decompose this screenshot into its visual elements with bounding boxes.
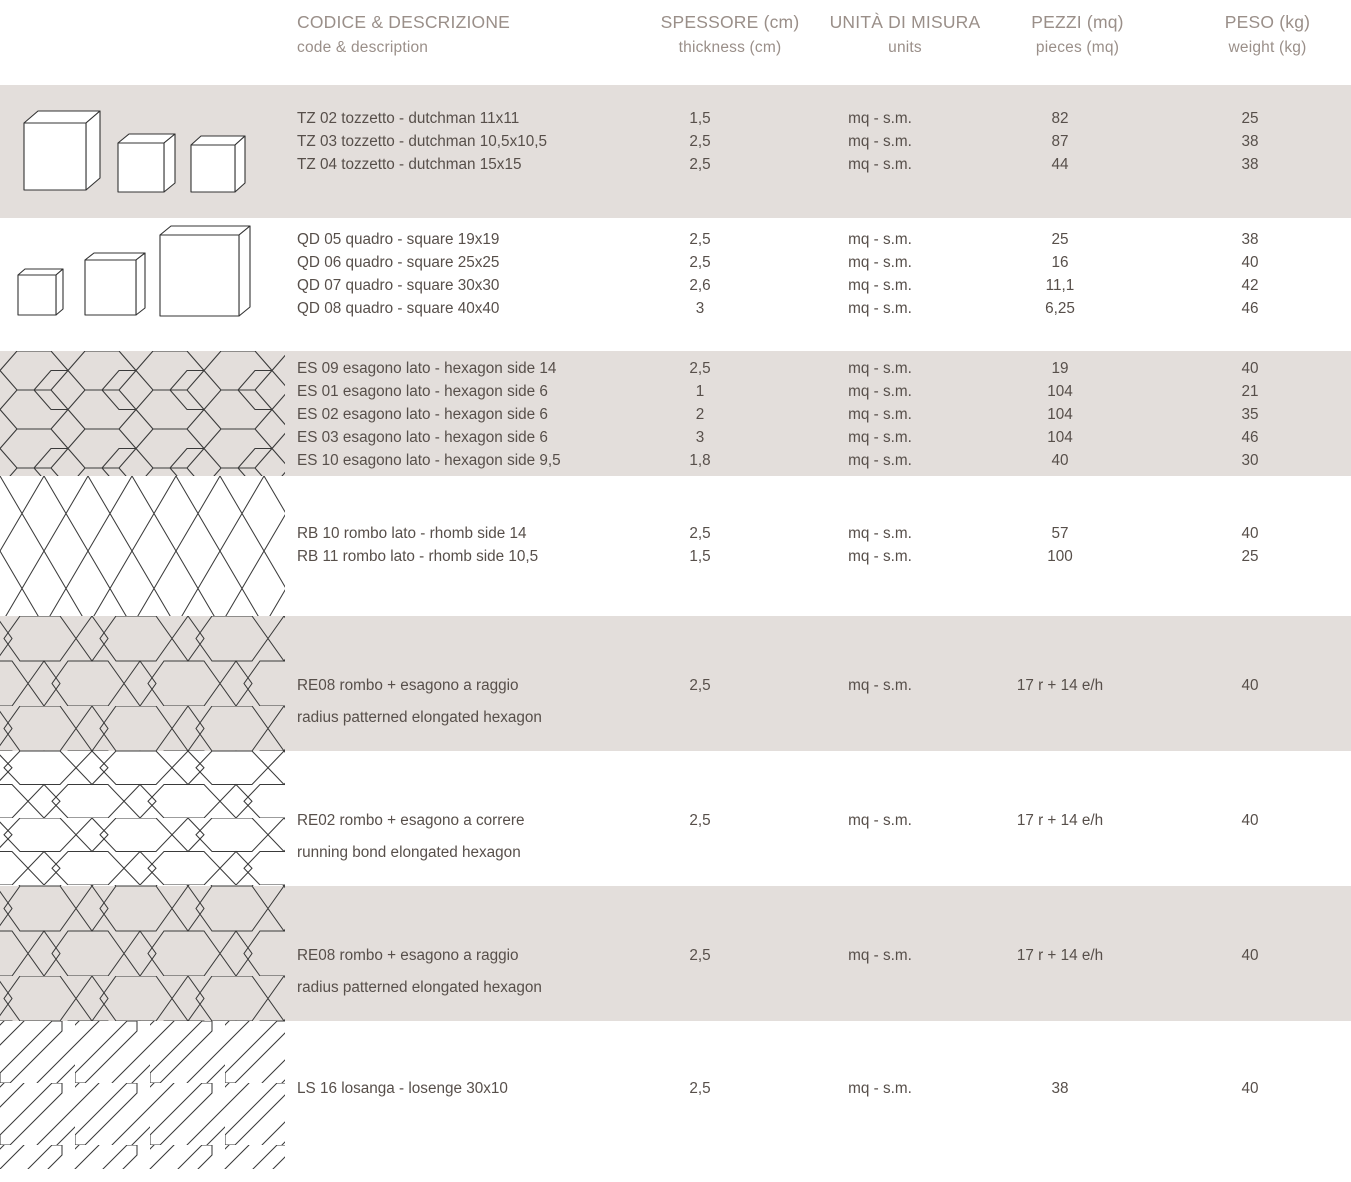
cell-weight: 46 <box>1241 300 1259 317</box>
section-rows <box>285 476 1351 616</box>
section-rows <box>285 616 1351 751</box>
cell-pieces: 17 r + 14 e/h <box>1016 947 1104 964</box>
header-pieces-en: pieces (mq) <box>1035 39 1120 56</box>
table-row <box>285 426 1351 449</box>
cell-units: mq - s.m. <box>848 812 912 829</box>
table-row <box>285 545 1351 568</box>
section-rows <box>285 351 1351 476</box>
cell-thickness: 1,5 <box>689 548 711 565</box>
cell-pieces: 104 <box>1047 406 1073 423</box>
cell-pieces: 82 <box>1051 110 1069 127</box>
cell-units: mq - s.m. <box>848 156 912 173</box>
table-row <box>285 449 1351 472</box>
section-tozzetto <box>0 85 1351 218</box>
cell-units: mq - s.m. <box>848 548 912 565</box>
cell-weight: 25 <box>1241 110 1259 127</box>
cell-weight: 40 <box>1241 812 1259 829</box>
cell-description: TZ 04 tozzetto - dutchman 15x15 <box>297 156 522 173</box>
cell-description: ES 01 esagono lato - hexagon side 6 <box>297 383 548 400</box>
table-row <box>285 522 1351 545</box>
section-losanga <box>0 1021 1351 1169</box>
table-row <box>285 297 1351 320</box>
cell-units: mq - s.m. <box>848 406 912 423</box>
cell-pieces: 57 <box>1051 525 1069 542</box>
cell-pieces: 25 <box>1051 231 1069 248</box>
cell-thickness: 3 <box>695 300 705 317</box>
cell-thickness: 3 <box>695 429 705 446</box>
table-row <box>285 1077 1351 1100</box>
section-quadro <box>0 218 1351 351</box>
cell-description: ES 09 esagono lato - hexagon side 14 <box>297 360 557 377</box>
cell-weight: 38 <box>1241 156 1259 173</box>
cell-units: mq - s.m. <box>848 1080 912 1097</box>
cell-thickness: 1,8 <box>689 452 711 469</box>
section-esagono <box>0 351 1351 476</box>
table-row <box>285 153 1351 176</box>
cell-units: mq - s.m. <box>848 300 912 317</box>
cell-description: QD 06 quadro - square 25x25 <box>297 254 500 271</box>
section-re08-raggio-b <box>0 886 1351 1021</box>
table-row <box>285 228 1351 251</box>
cell-thickness: 1 <box>695 383 705 400</box>
cell-pieces: 104 <box>1047 429 1073 446</box>
cell-weight: 40 <box>1241 360 1259 377</box>
section-rows <box>285 85 1351 218</box>
table-row <box>285 274 1351 297</box>
cell-thickness: 2,5 <box>689 156 711 173</box>
cell-pieces: 19 <box>1051 360 1069 377</box>
cell-description: QD 07 quadro - square 30x30 <box>297 277 500 294</box>
section-rombo <box>0 476 1351 616</box>
table-row <box>285 357 1351 380</box>
cell-pieces: 100 <box>1047 548 1073 565</box>
cell-weight: 35 <box>1241 406 1259 423</box>
cell-thickness: 2,5 <box>689 133 711 150</box>
cell-description: ES 03 esagono lato - hexagon side 6 <box>297 429 548 446</box>
cell-units: mq - s.m. <box>848 231 912 248</box>
section-re08-raggio-a <box>0 616 1351 751</box>
radius-elongated-hexagon-icon <box>0 886 285 1021</box>
cell-weight: 38 <box>1241 133 1259 150</box>
header-code-en: code & description <box>297 39 429 56</box>
cell-weight: 40 <box>1241 677 1259 694</box>
cell-description: RB 11 rombo lato - rhomb side 10,5 <box>297 548 539 565</box>
cell-units: mq - s.m. <box>848 360 912 377</box>
table-header <box>0 0 1351 85</box>
cell-weight: 21 <box>1241 383 1259 400</box>
cell-units: mq - s.m. <box>848 110 912 127</box>
cell-units: mq - s.m. <box>848 947 912 964</box>
cell-pieces: 11,1 <box>1045 277 1075 294</box>
cell-thickness: 2,5 <box>689 525 711 542</box>
cell-description-en: radius patterned elongated hexagon <box>297 709 542 726</box>
cell-units: mq - s.m. <box>848 452 912 469</box>
table-row-sub <box>285 706 1351 738</box>
header-units-it: UNITÀ DI MISURA <box>829 12 981 32</box>
table-row <box>285 107 1351 130</box>
rhomb-lattice-icon <box>0 476 285 616</box>
header-weight-en: weight (kg) <box>1228 39 1307 56</box>
table-row-sub <box>285 976 1351 1008</box>
cell-pieces: 104 <box>1047 383 1073 400</box>
header-thickness-en: thickness (cm) <box>678 39 782 56</box>
cell-pieces: 17 r + 14 e/h <box>1016 812 1104 829</box>
cell-description: RE08 rombo + esagono a raggio <box>297 677 519 694</box>
header-units-en: units <box>888 39 922 56</box>
cell-description-en: running bond elongated hexagon <box>297 844 521 861</box>
cell-thickness: 2,5 <box>689 1080 711 1097</box>
cell-units: mq - s.m. <box>848 429 912 446</box>
table-row <box>285 130 1351 153</box>
section-re02-correre <box>0 751 1351 886</box>
section-rows <box>285 1021 1351 1169</box>
losenge-tiling-icon <box>0 1021 285 1169</box>
header-code-it: CODICE & DESCRIZIONE <box>297 12 511 32</box>
cell-weight: 42 <box>1241 277 1259 294</box>
cell-description: RB 10 rombo lato - rhomb side 14 <box>297 525 527 542</box>
cell-thickness: 2,5 <box>689 677 711 694</box>
table-row <box>285 380 1351 403</box>
header-thickness-it: SPESSORE (cm) <box>660 12 800 32</box>
cell-pieces: 40 <box>1051 452 1069 469</box>
cell-description: QD 05 quadro - square 19x19 <box>297 231 500 248</box>
header-weight-it: PESO (kg) <box>1224 12 1311 32</box>
cell-description: TZ 02 tozzetto - dutchman 11x11 <box>297 110 520 127</box>
cell-pieces: 87 <box>1051 133 1069 150</box>
cell-pieces: 16 <box>1051 254 1069 271</box>
cell-weight: 40 <box>1241 525 1259 542</box>
table-row <box>285 809 1351 841</box>
cell-units: mq - s.m. <box>848 254 912 271</box>
cell-units: mq - s.m. <box>848 383 912 400</box>
cell-pieces: 17 r + 14 e/h <box>1016 677 1104 694</box>
cell-weight: 38 <box>1241 231 1259 248</box>
cell-units: mq - s.m. <box>848 133 912 150</box>
cell-units: mq - s.m. <box>848 277 912 294</box>
cell-weight: 40 <box>1241 254 1259 271</box>
cell-description: QD 08 quadro - square 40x40 <box>297 300 500 317</box>
cell-weight: 25 <box>1241 548 1259 565</box>
cell-thickness: 2,5 <box>689 231 711 248</box>
cell-thickness: 2,5 <box>689 254 711 271</box>
table-row <box>285 403 1351 426</box>
cell-thickness: 1,5 <box>689 110 711 127</box>
cell-thickness: 2 <box>695 406 705 423</box>
cell-description: ES 10 esagono lato - hexagon side 9,5 <box>297 452 561 469</box>
section-rows <box>285 218 1351 351</box>
cell-description: RE02 rombo + esagono a correre <box>297 812 525 829</box>
cell-description: TZ 03 tozzetto - dutchman 10,5x10,5 <box>297 133 547 150</box>
cell-description: ES 02 esagono lato - hexagon side 6 <box>297 406 548 423</box>
cell-pieces: 38 <box>1051 1080 1069 1097</box>
cell-weight: 30 <box>1241 452 1259 469</box>
cell-description: LS 16 losanga - losenge 30x10 <box>297 1080 508 1097</box>
section-rows <box>285 751 1351 886</box>
table-row-sub <box>285 841 1351 873</box>
cell-units: mq - s.m. <box>848 677 912 694</box>
cell-weight: 40 <box>1241 1080 1259 1097</box>
cell-description: RE08 rombo + esagono a raggio <box>297 947 519 964</box>
cell-thickness: 2,5 <box>689 947 711 964</box>
radius-elongated-hexagon-icon <box>0 616 285 751</box>
cubes-decreasing-icon <box>0 85 285 218</box>
squares-increasing-icon <box>0 218 285 351</box>
cell-units: mq - s.m. <box>848 525 912 542</box>
header-pieces-it: PEZZI (mq) <box>1031 12 1124 32</box>
cell-weight: 46 <box>1241 429 1259 446</box>
table-row <box>285 674 1351 706</box>
cell-thickness: 2,6 <box>689 277 711 294</box>
hexagon-tiling-icon <box>0 351 285 476</box>
cell-thickness: 2,5 <box>689 812 711 829</box>
running-bond-elongated-hexagon-icon <box>0 751 285 886</box>
table-row <box>285 251 1351 274</box>
section-rows <box>285 886 1351 1021</box>
table-row <box>285 944 1351 976</box>
cell-pieces: 6,25 <box>1045 300 1075 317</box>
cell-description-en: radius patterned elongated hexagon <box>297 979 542 996</box>
cell-thickness: 2,5 <box>689 360 711 377</box>
cell-pieces: 44 <box>1051 156 1069 173</box>
cell-weight: 40 <box>1241 947 1259 964</box>
